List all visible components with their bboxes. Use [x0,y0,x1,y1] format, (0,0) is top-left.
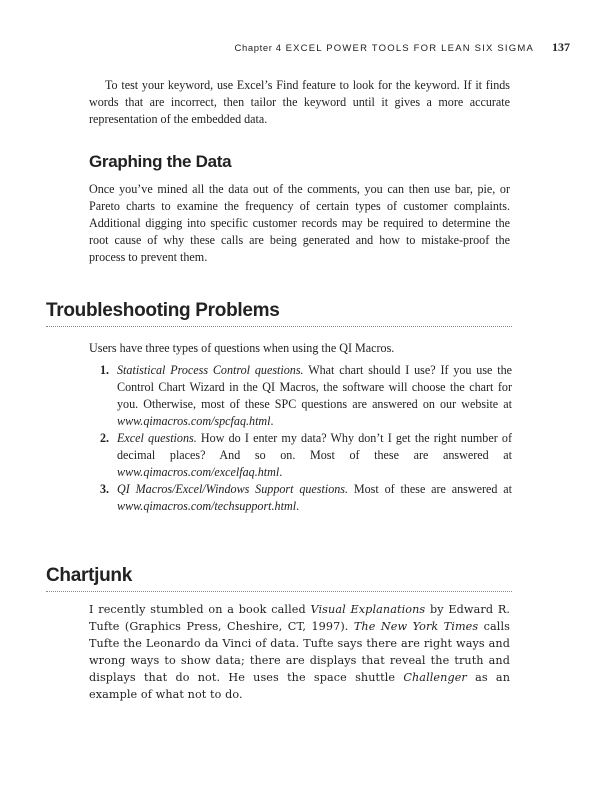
running-head [234,40,570,56]
shuttle-name: Challenger [403,671,467,684]
question-types-list [100,362,512,515]
heading-chartjunk: Chartjunk [46,565,512,592]
chartjunk-text-3: calls Tufte the Leonardo da Vinci of data. Tufte says there are right ways and wrong ways to show data; there are displays that reveal the truth and displays that do not. He uses the space shuttle [89,620,510,684]
list-item-tail: . [296,499,300,513]
list-item-text: What chart should I use? If you use the Control Chart Wizard in the QI Macros, the software will choose the chart for you. Otherwise, most of these SPC questions are answered on our website at [117,363,513,411]
chapter-title: EXCEL POWER TOOLS FOR LEAN SIX SIGMA [285,43,534,54]
list-item-tail: . [270,414,274,428]
troubleshooting-intro: Users have three types of questions when using the QI Macros. [89,341,395,355]
chartjunk-text-4: as an example of what not to do. [89,671,511,701]
list-item-lead: QI Macros/Excel/Windows Support questions. [117,482,349,496]
spc-faq-link[interactable]: www.qimacros.com/spcfaq.html [117,414,271,428]
list-item [100,481,512,515]
graphing-paragraph: Once you’ve mined all the data out of the comments, you can then use bar, pie, or Pareto charts to examine the frequency of certain types of customer complaints. Additional digging into specific customer records may be required to determine the root cause of why these calls are being generated and how to mistake-proof the process to prevent them. [89,182,510,264]
chartjunk-paragraph [89,601,510,703]
list-item-tail: . [279,465,283,479]
chartjunk-text-1: I recently stumbled on a book called [89,603,311,616]
list-item-lead: Statistical Process Control questions. [117,363,304,377]
chapter-label: Chapter 4 [234,43,282,54]
chartjunk-text-2: by Edward R. Tufte (Graphics Press, Cheshire, CT, 1997). [89,603,510,633]
list-item [100,430,512,481]
list-number: 2. [100,431,110,445]
list-item-text: How do I enter my data? Why don’t I get the right number of decimal places? And so on. Most of these are answered at [117,431,512,462]
publication-name: The New York Times [353,620,479,633]
list-item-lead: Excel questions. [117,431,197,445]
list-item [100,362,512,430]
tech-support-link[interactable]: www.qimacros.com/techsupport.html [117,499,297,513]
list-item-text: Most of these are answered at [348,482,512,496]
book-title: Visual Explanations [310,603,426,616]
subheading-graphing-the-data: Graphing the Data [89,152,232,171]
intro-paragraph: To test your keyword, use Excel’s Find feature to look for the keyword. If it finds words that are incorrect, then tailor the keyword until it gives a more accurate representation of the embedded data. [89,78,510,126]
excel-faq-link[interactable]: www.qimacros.com/excelfaq.html [117,465,280,479]
heading-troubleshooting-problems: Troubleshooting Problems [46,300,512,327]
list-number: 1. [100,363,110,377]
page-number: 137 [552,40,570,54]
list-number: 3. [100,482,110,496]
